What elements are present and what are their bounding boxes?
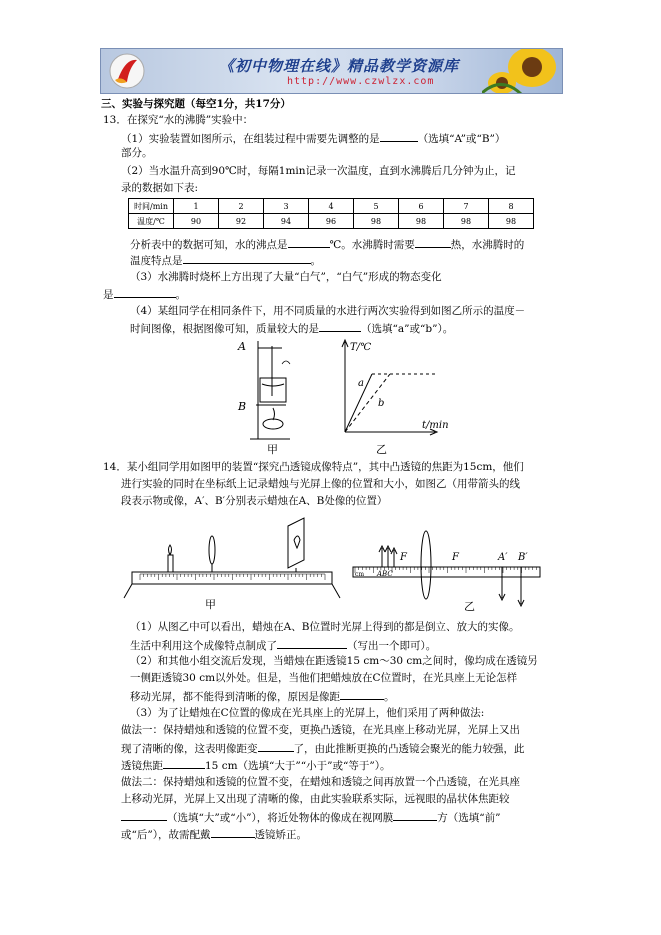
sunflower-icon — [482, 48, 562, 94]
logo-icon — [107, 52, 147, 90]
axis-x-label: t/min — [422, 420, 449, 431]
q14-p2b: 一侧距透镜30 cm以外处。但是，当他们把蜡烛放在C位置时，在光具座上无论怎样 — [130, 672, 518, 684]
q14-l3: 段表示物或像，A′、B′分别表示蜡烛在A、B处像的位置） — [121, 495, 388, 507]
q13-p3b — [103, 286, 186, 302]
q13-p1-text-b: （选填“A”或“B”） — [417, 133, 506, 145]
q13-p4b — [130, 320, 453, 336]
q14-l1: 14．某小组同学用如图甲的装置“探究凸透镜成像特点”，其中凸透镜的焦距为15cm，他们 — [103, 461, 524, 473]
table-cell: 1 — [174, 199, 219, 214]
optical-bench-diagram — [124, 518, 340, 598]
answer-blank[interactable] — [163, 757, 205, 769]
coordinate-paper-diagram — [353, 531, 540, 606]
text: 分析表中的数据可知，水的沸点是 — [130, 239, 288, 251]
answer-blank[interactable] — [393, 809, 437, 821]
q13-figures — [230, 336, 460, 456]
caption-right: 乙 — [376, 443, 387, 456]
caption-right-14: 乙 — [464, 600, 475, 613]
q14-p1b — [130, 637, 436, 653]
data-table — [128, 198, 534, 229]
answer-blank[interactable] — [183, 252, 311, 264]
text: 透镜矫正。 — [254, 829, 307, 841]
banner-url: http://www.czwlzx.com — [287, 76, 435, 87]
answer-blank[interactable] — [340, 688, 384, 700]
text: 是 — [103, 289, 114, 301]
q13-stem: 13．在探究“水的沸腾”实验中： — [103, 114, 254, 126]
boiling-apparatus-diagram — [250, 341, 290, 439]
text: 温度特点是 — [130, 255, 183, 267]
table-cell: 92 — [219, 214, 264, 229]
header-banner — [100, 48, 563, 94]
text: 透镜焦距 — [121, 760, 163, 772]
table-cell: 6 — [399, 199, 444, 214]
table-cell: 98 — [399, 214, 444, 229]
answer-blank[interactable] — [415, 236, 451, 248]
q14-p2c — [130, 688, 395, 704]
text: （选填“大”或“小”），将近处物体的像成在视网膜 — [167, 812, 394, 824]
q14-m1c — [121, 757, 391, 773]
text: 。 — [384, 691, 395, 703]
text: （写出一个即可）。 — [347, 640, 437, 652]
q14-l2: 进行实验的同时在坐标纸上记录蜡烛与光屏上像的位置和大小，如图乙（用带箭头的线 — [121, 478, 520, 490]
object-positions-label: ABC — [377, 570, 393, 578]
table-cell: 94 — [264, 214, 309, 229]
caption-left: 甲 — [267, 443, 278, 456]
q13-p2a: （2）当水温升高到90℃时，每隔1min记录一次温度，直到水沸腾后几分钟为止，记 — [121, 165, 516, 177]
q14-m2d — [121, 826, 307, 842]
answer-blank[interactable] — [114, 286, 176, 298]
q14-p3a: （3）为了让蜡烛在C位置的像成在光具座上的光屏上，他们采用了两种做法: — [130, 707, 485, 719]
text: 热，水沸腾时的 — [450, 239, 525, 251]
q14-p2a: （2）和其他小组交流后发现，当蜡烛在距透镜15 cm～30 cm之间时，像均成在透镜另 — [130, 655, 538, 667]
text: 时间图像，根据图像可知，质量较大的是 — [130, 323, 319, 335]
caption-left-14: 甲 — [205, 598, 216, 611]
q14-m1b — [121, 740, 525, 756]
table-cell: 90 — [174, 214, 219, 229]
table-cell: 2 — [219, 199, 264, 214]
answer-blank[interactable] — [211, 826, 255, 838]
table-row-label: 温度/℃ — [129, 214, 174, 229]
table-cell: 3 — [264, 199, 309, 214]
q13-p1c: 部分。 — [121, 147, 153, 159]
q13-p4a: （4）某组同学在相同条件下，用不同质量的水进行两次实验得到如图乙所示的温度－ — [130, 305, 526, 317]
text: ℃。水沸腾时需要 — [329, 239, 415, 251]
section-heading: 三、实验与探究题（每空1分，共17分） — [101, 98, 291, 110]
answer-blank[interactable] — [277, 637, 347, 649]
curve-b-label: b — [378, 398, 385, 409]
answer-blank[interactable] — [258, 740, 294, 752]
text: 。 — [175, 289, 186, 301]
table-cell: 98 — [444, 214, 489, 229]
q14-m2c — [121, 809, 500, 825]
answer-blank[interactable] — [121, 809, 167, 821]
text: 。 — [310, 255, 321, 267]
q13-p2d — [130, 252, 321, 268]
text: 15 cm（选填“大于”“小于”或“等于”）。 — [205, 760, 391, 772]
label-a-left: A — [238, 340, 246, 353]
q13-p1-text-a: （1）实验装置如图所示，在组装过程中需要先调整的是 — [121, 133, 380, 145]
answer-blank[interactable] — [380, 130, 418, 142]
text: 移动光屏，都不能得到清晰的像，原因是像距 — [130, 691, 340, 703]
table-row — [129, 199, 534, 214]
answer-blank[interactable] — [319, 320, 361, 332]
text: （选填“a”或“b”）。 — [361, 323, 454, 335]
table-row — [129, 214, 534, 229]
text: 现了清晰的像，这表明像距变 — [121, 743, 258, 755]
table-cell: 98 — [489, 214, 534, 229]
q14-p1a: （1）从图乙中可以看出，蜡烛在A、B位置时光屏上得到的都是倒立、放大的实像。 — [130, 621, 520, 633]
label-b-left: B — [238, 400, 247, 413]
focal-point-2: F — [452, 552, 459, 563]
text: 生活中利用这个成像特点制成了 — [130, 640, 277, 652]
q13-p2b: 录的数据如下表: — [121, 182, 199, 194]
q14-figures — [120, 510, 550, 615]
focal-point-1: F — [400, 552, 407, 563]
table-row-label: 时间/min — [129, 199, 174, 214]
text: 方（选填“前” — [437, 812, 501, 824]
ruler-unit: cm — [355, 571, 365, 578]
image-a-label: A′ — [498, 552, 508, 563]
table-cell: 5 — [354, 199, 399, 214]
answer-blank[interactable] — [288, 236, 330, 248]
table-cell: 7 — [444, 199, 489, 214]
table-cell: 98 — [354, 214, 399, 229]
table-cell: 96 — [309, 214, 354, 229]
axis-y-label: T/℃ — [350, 342, 372, 353]
table-cell: 4 — [309, 199, 354, 214]
q13-p3a: （3）水沸腾时烧杯上方出现了大量“白气”，“白气”形成的物态变化 — [130, 271, 442, 283]
banner-title: 《初中物理在线》精品教学资源库 — [219, 57, 460, 75]
curve-a-label: a — [358, 378, 364, 389]
text: 或“后”），故需配戴 — [121, 829, 211, 841]
q13-p1 — [121, 130, 505, 146]
text: 了，由此推断更换的凸透镜会聚光的能力较强，此 — [293, 743, 525, 755]
q14-m1a: 做法一：保持蜡烛和透镜的位置不变，更换凸透镜，在光具座上移动光屏，光屏上又出 — [121, 724, 520, 736]
q14-m2a: 做法二：保持蜡烛和透镜的位置不变，在蜡烛和透镜之间再放置一个凸透镜，在光具座 — [121, 776, 520, 788]
table-cell: 8 — [489, 199, 534, 214]
image-b-label: B′ — [518, 552, 528, 563]
q13-p2c — [130, 236, 524, 252]
q14-m2b: 上移动光屏，光屏上又出现了清晰的像，由此实验联系实际，远视眼的晶状体焦距较 — [121, 793, 510, 805]
